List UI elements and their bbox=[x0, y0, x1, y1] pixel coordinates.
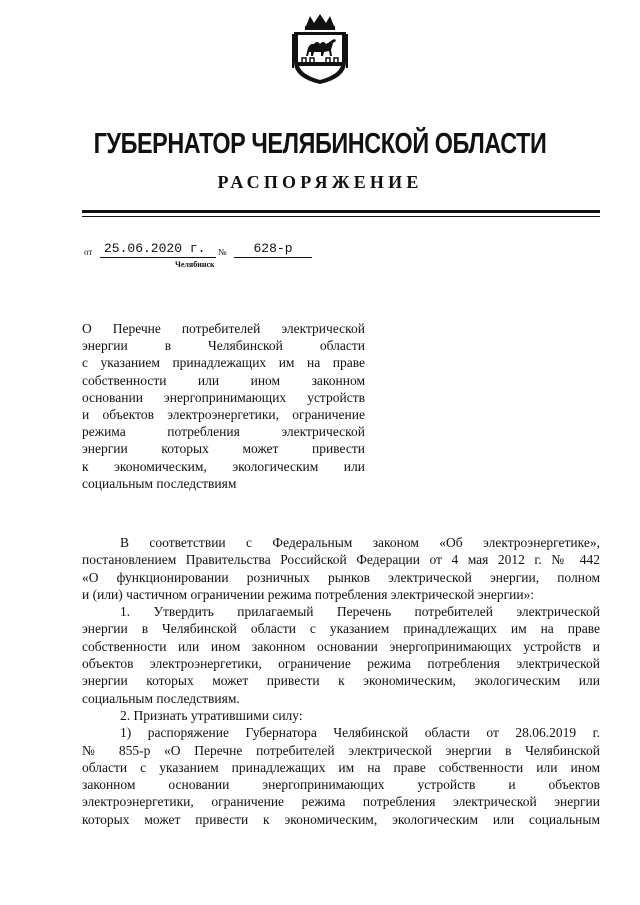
header-rule-thick bbox=[82, 210, 600, 213]
body-line: 1) распоряжение Губернатора Челябинской области от 28.06.2019 г. bbox=[120, 725, 600, 741]
document-subject bbox=[82, 320, 365, 492]
org-title: ГУБЕРНАТОР ЧЕЛЯБИНСКОЙ ОБЛАСТИ bbox=[93, 128, 547, 160]
body-line: объектов электроэнергетики, ограничение режима потребления электрической bbox=[82, 656, 600, 672]
body-line: и (или) частичном ограничении режима потребления электрической энергии»: bbox=[82, 586, 535, 602]
subject-line: О Перечне потребителей электрической bbox=[82, 321, 365, 336]
subject-line: с указанием принадлежащих им на праве bbox=[82, 355, 365, 371]
subject-line: основании энергопринимающих устройств bbox=[82, 389, 365, 405]
document-type: РАСПОРЯЖЕНИЕ bbox=[217, 172, 423, 192]
coat-of-arms-icon bbox=[288, 12, 352, 86]
body-line: постановлением Правительства Российской Федерации от 4 мая 2012 г. № 442 bbox=[82, 552, 600, 568]
subject-line: энергии в Челябинской области bbox=[82, 338, 365, 354]
place-of-issue: Челябинск bbox=[175, 260, 215, 269]
body-line: В соответствии с Федеральным законом «Об электроэнергетике», bbox=[120, 535, 600, 550]
body-line: социальным последствиям. bbox=[82, 690, 240, 706]
body-line: которых может привести к экономическим, экологическим или социальным bbox=[82, 811, 600, 827]
body-line: области с указанием принадлежащих им на праве собственности или ином bbox=[82, 759, 600, 775]
body-line: законном основании энергопринимающих устройств и объектов bbox=[82, 777, 600, 793]
subject-line: энергии которых может привести bbox=[82, 441, 365, 457]
body-line: энергии которых может привести к экономическим, экологическим или bbox=[82, 673, 600, 689]
document-body bbox=[82, 534, 600, 828]
registration-line bbox=[84, 241, 324, 261]
body-line: № 855-р «О Перечне потребителей электрической энергии в Челябинской bbox=[82, 742, 600, 758]
body-line: собственности или ином законном основании энергопринимающих устройств и bbox=[82, 638, 600, 654]
subject-line: к экономическим, экологическим или bbox=[82, 458, 365, 474]
subject-line: режима потребления электрической bbox=[82, 424, 365, 440]
number-label: № bbox=[218, 247, 227, 257]
body-line: «О функционировании розничных рынков электрической энергии, полном bbox=[82, 569, 600, 585]
header-rule-thin bbox=[82, 216, 600, 217]
subject-line: собственности или ином законном bbox=[82, 372, 365, 388]
body-line: 2. Признать утратившими силу: bbox=[120, 707, 303, 723]
body-line: 1. Утвердить прилагаемый Перечень потребителей электрической bbox=[120, 604, 600, 620]
document-number: 628-р bbox=[234, 241, 312, 258]
subject-line: и объектов электроэнергетики, ограничение bbox=[82, 407, 365, 423]
body-line: электроэнергетики, ограничение режима потребления электрической энергии bbox=[82, 794, 600, 810]
body-line: энергии в Челябинской области с указанием принадлежащих им на праве bbox=[82, 621, 600, 637]
subject-line: социальным последствиям bbox=[82, 475, 237, 491]
from-label: от bbox=[84, 247, 93, 257]
document-date: 25.06.2020 г. bbox=[100, 241, 216, 258]
